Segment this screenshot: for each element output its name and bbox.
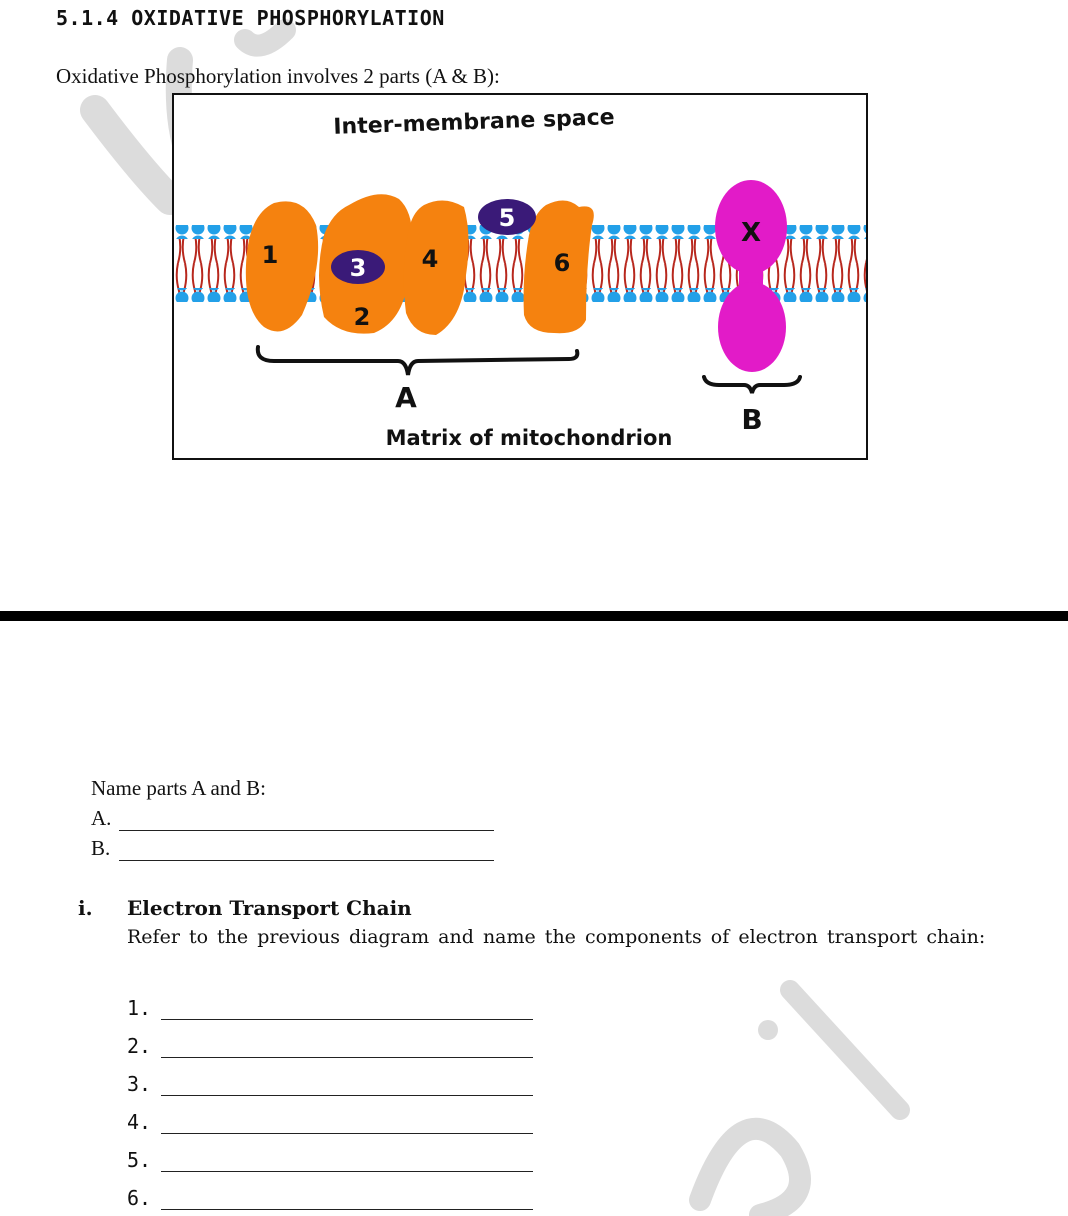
etc-number: i. — [78, 896, 93, 920]
label-x: X — [740, 218, 762, 248]
etc-item-5 — [127, 1134, 533, 1172]
label-2: 2 — [353, 303, 371, 331]
etc-answer-field-5[interactable] — [161, 1149, 533, 1172]
etc-heading: Electron Transport Chain — [127, 896, 412, 920]
membrane-diagram — [172, 93, 868, 460]
section-heading: 5.1.4 OXIDATIVE PHOSPHORYLATION — [56, 6, 445, 30]
intermembrane-label: Inter-membrane space — [332, 105, 616, 140]
answer-a-field[interactable] — [119, 808, 494, 831]
diagram-canvas — [174, 95, 866, 458]
protein-complex-1 — [246, 201, 318, 331]
etc-answer-field-2[interactable] — [161, 1035, 533, 1058]
bracket-a — [258, 347, 578, 375]
etc-instruction: Refer to the previous diagram and name the components of electron transport chain: — [127, 926, 986, 948]
etc-item-4 — [127, 1096, 533, 1134]
answer-b-field[interactable] — [119, 838, 494, 861]
etc-answer-field-3[interactable] — [161, 1073, 533, 1096]
bracket-a-label: A — [395, 381, 417, 414]
etc-item-label: 1. — [127, 996, 152, 1020]
etc-item-3 — [127, 1058, 533, 1096]
label-3: 3 — [349, 254, 367, 282]
question-ab-prompt: Name parts A and B: — [91, 776, 266, 800]
etc-answer-field-4[interactable] — [161, 1111, 533, 1134]
etc-item-label: 6. — [127, 1186, 152, 1210]
etc-item-2 — [127, 1020, 533, 1058]
etc-answer-field-6[interactable] — [161, 1187, 533, 1210]
synthase-base — [718, 282, 786, 372]
label-1: 1 — [261, 241, 279, 269]
etc-item-6 — [127, 1172, 533, 1210]
label-4: 4 — [421, 245, 439, 273]
etc-item-label: 3. — [127, 1072, 152, 1096]
etc-item-label: 4. — [127, 1110, 152, 1134]
answer-a-label: A. — [91, 806, 112, 830]
answer-b-label: B. — [91, 836, 111, 860]
etc-item-label: 5. — [127, 1148, 152, 1172]
etc-item-1 — [127, 982, 533, 1020]
answer-a-row — [91, 806, 494, 831]
bracket-b — [704, 377, 800, 393]
intro-text: Oxidative Phosphorylation involves 2 parts (A & B): — [56, 64, 500, 88]
etc-answer-field-1[interactable] — [161, 997, 533, 1020]
section-divider — [0, 611, 1068, 621]
matrix-label: Matrix of mitochondrion — [385, 426, 673, 450]
etc-item-label: 2. — [127, 1034, 152, 1058]
bracket-b-label: B — [741, 403, 763, 436]
answer-b-row — [91, 836, 494, 861]
label-6: 6 — [553, 249, 571, 277]
etc-answer-list — [127, 982, 533, 1210]
label-5: 5 — [498, 204, 516, 232]
